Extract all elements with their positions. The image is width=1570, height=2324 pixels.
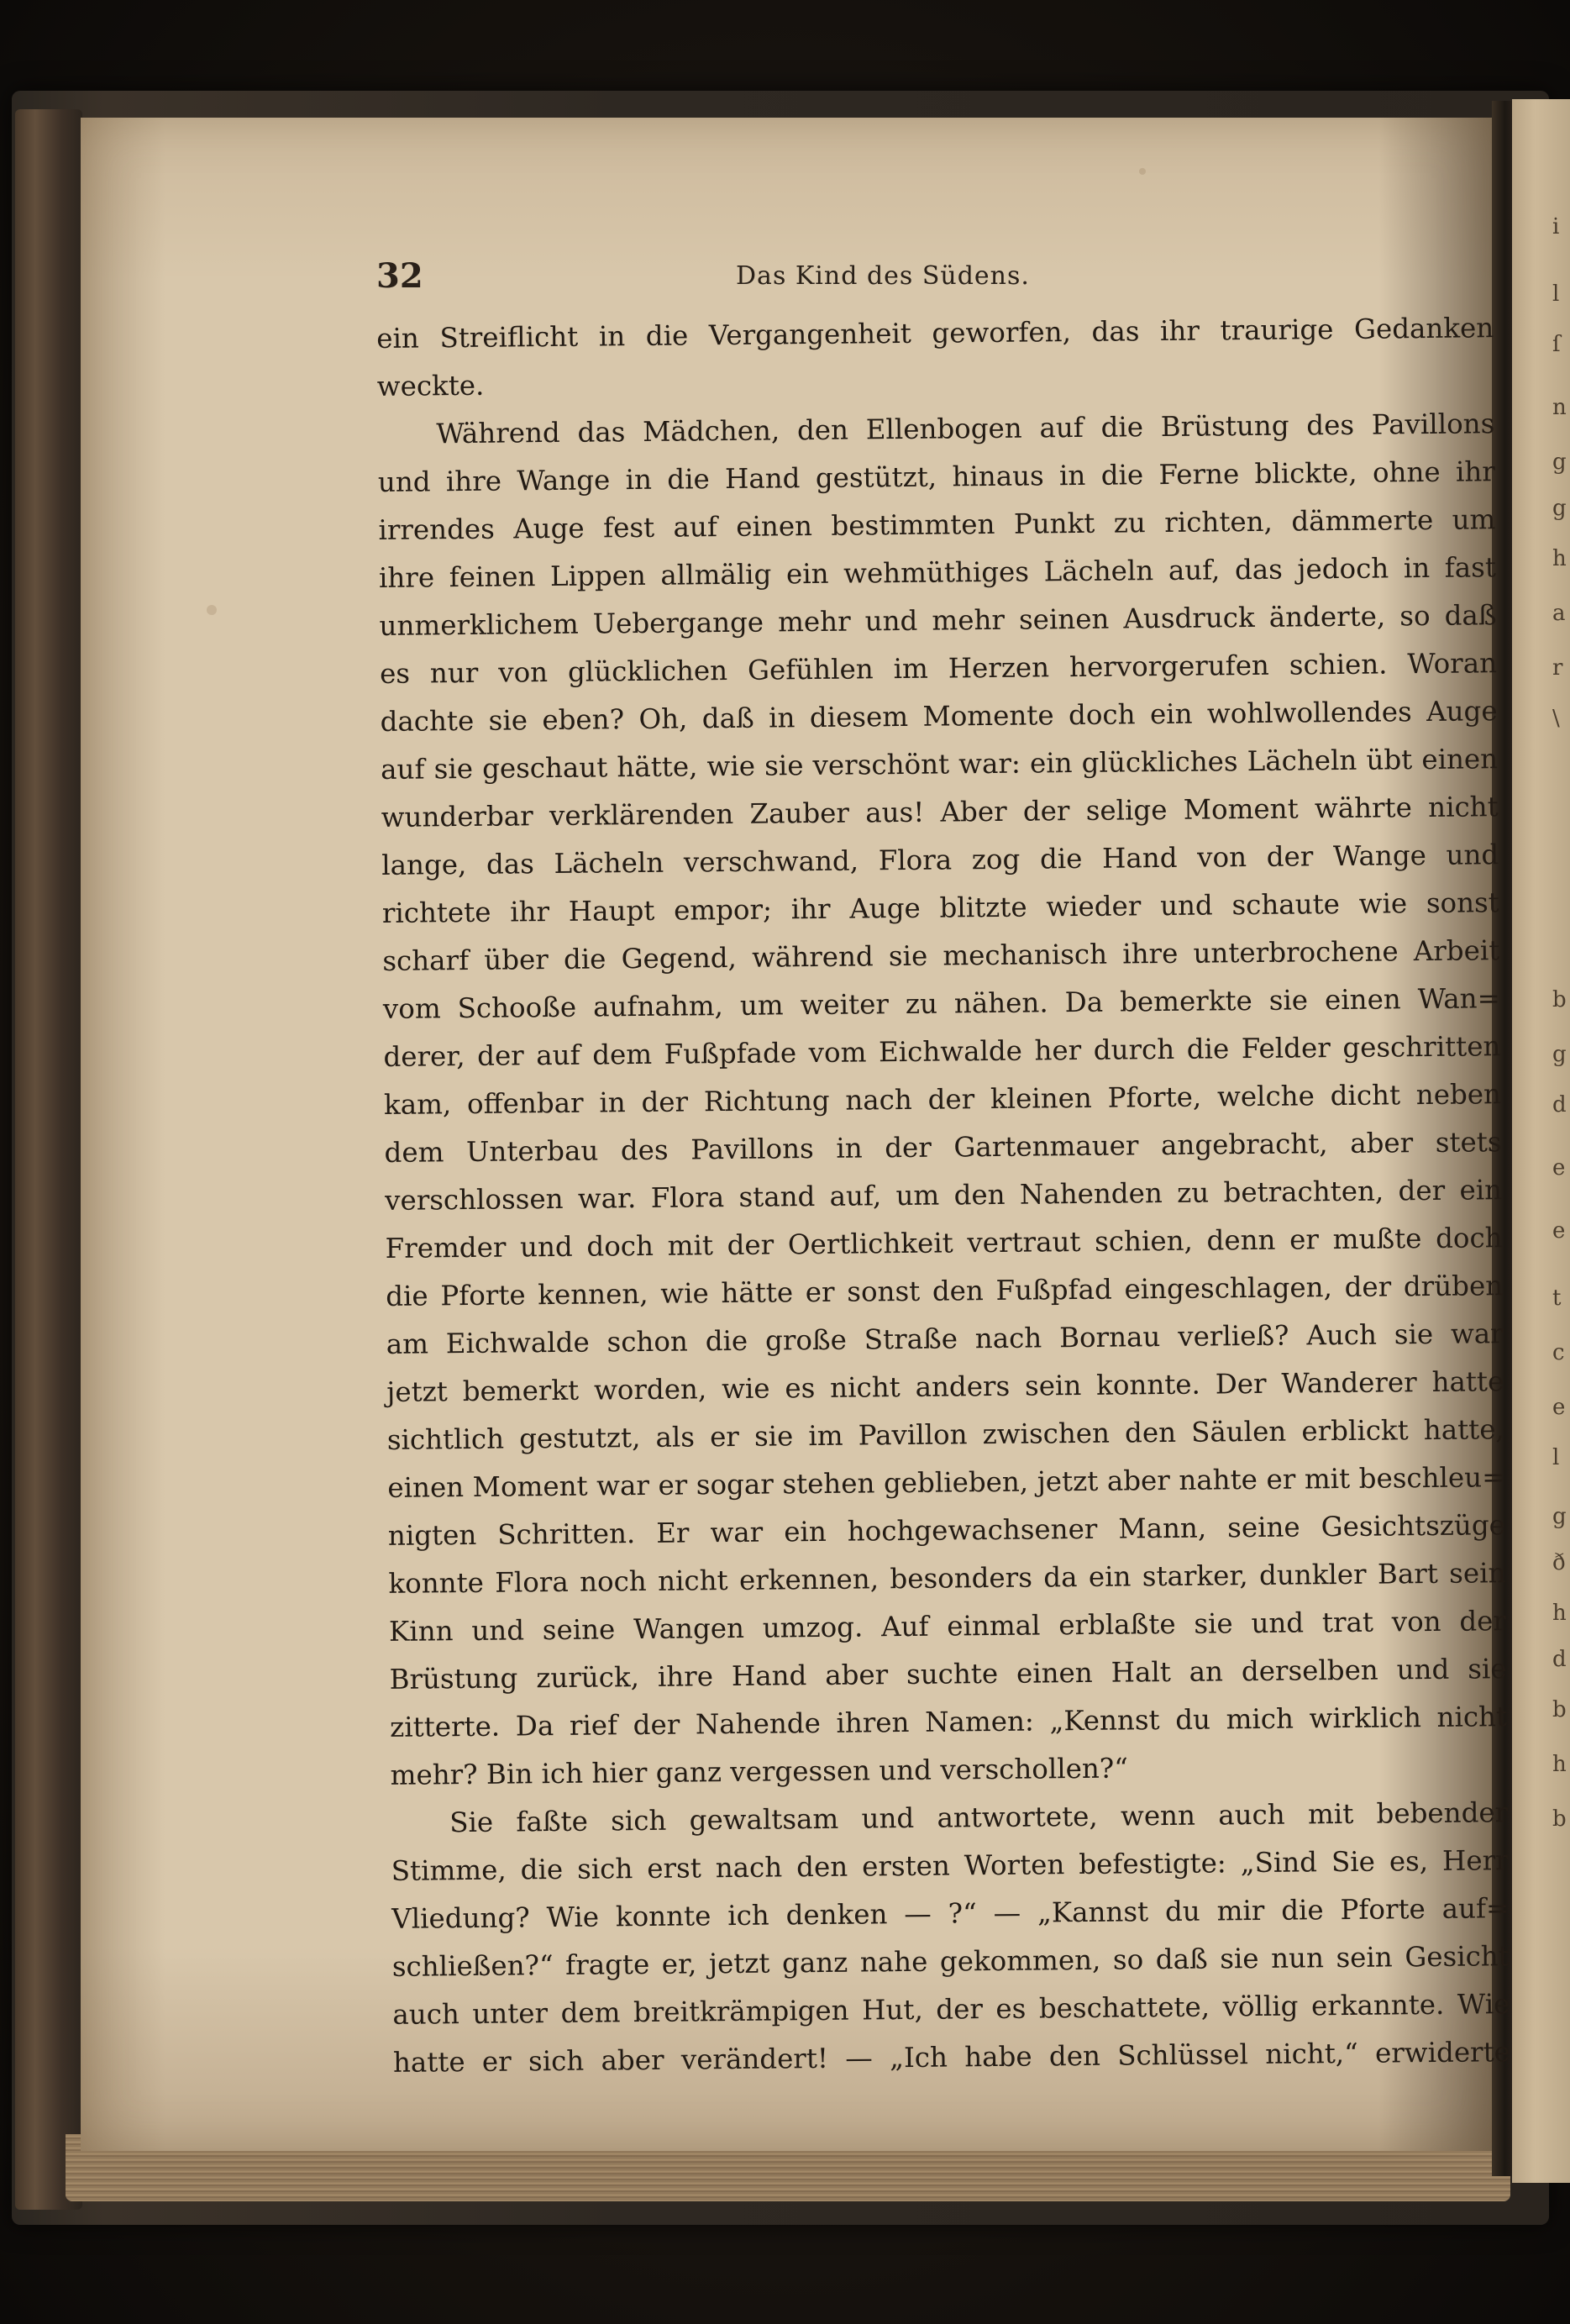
margin-char: e: [1552, 1155, 1566, 1180]
margin-char: a: [1552, 601, 1566, 626]
text-line: kam, offenbar in der Richtung nach der kleinen Pforte, welche dicht neben: [383, 1078, 1502, 1121]
text-line: Sie faßte sich gewaltsam und antwortete, wenn auch mit bebender: [449, 1796, 1509, 1839]
text-line: verschlossen war. Flora stand auf, um den Nahenden zu betrachten, der ein: [384, 1174, 1503, 1217]
text-line: auch unter dem breitkrämpigen Hut, der es beschattete, völlig erkannte. Wie: [392, 1988, 1510, 2031]
text-line: vom Schooße aufnahm, um weiter zu nähen. Da bemerkte sie einen Wan=: [382, 982, 1501, 1025]
text-line: wunderbar verklärenden Zauber aus! Aber der selige Moment währte nicht: [381, 791, 1499, 833]
margin-char: e: [1552, 1218, 1566, 1243]
margin-char: b: [1552, 1697, 1567, 1722]
text-line: nigten Schritten. Er war ein hochgewachsener Mann, seine Gesichtszüge: [387, 1509, 1506, 1552]
margin-char: r: [1552, 655, 1563, 681]
margin-char: h: [1552, 1752, 1567, 1777]
text-line: lange, das Lächeln verschwand, Flora zog die Hand von der Wange und: [381, 839, 1499, 881]
margin-char: g: [1552, 450, 1567, 475]
text-line: dem Unterbau des Pavillons in der Gartenmauer angebracht, aber stets: [384, 1126, 1502, 1169]
text-line: die Pforte kennen, wie hätte er sonst den Fußpfad eingeschlagen, der drüben: [386, 1270, 1504, 1312]
text-line: irrendes Auge fest auf einen bestimmten Punkt zu richten, dämmerte um: [378, 503, 1496, 546]
text-line: weckte.: [376, 369, 485, 402]
text-line: einen Moment war er sogar stehen geblieben, jetzt aber nahte er mit beschleu=: [387, 1461, 1505, 1504]
margin-char: n: [1552, 395, 1567, 420]
margin-char: ſ: [1552, 332, 1561, 357]
text-line: es nur von glücklichen Gefühlen im Herzen hervorgerufen schien. Woran: [379, 647, 1498, 690]
cover-worn-edge: [15, 109, 82, 2210]
text-line: Stimme, die sich erst nach den ersten Worten befestigte: „Sind Sie es, Herr: [391, 1844, 1509, 1887]
margin-char: d: [1552, 1092, 1567, 1117]
margin-char: l: [1552, 281, 1560, 307]
text-line: Kinn und seine Wangen umzog. Auf einmal erblaßte sie und trat von der: [388, 1605, 1507, 1648]
text-line: jetzt bemerkt worden, wie es nicht anders sein konnte. Der Wanderer hatte: [386, 1365, 1504, 1408]
text-line: Während das Mädchen, den Ellenbogen auf die Brüstung des Pavillons: [436, 407, 1495, 450]
margin-char: t: [1552, 1286, 1562, 1311]
text-line: am Eichwalde schon die große Straße nach Bornau verließ? Auch sie war: [386, 1317, 1504, 1360]
text-line: Fremder und doch mit der Oertlichkeit vertraut schien, denn er mußte doch: [385, 1222, 1503, 1265]
margin-char: b: [1552, 987, 1567, 1012]
text-line: konnte Flora noch nicht erkennen, besonders da ein starker, dunkler Bart sein: [388, 1557, 1506, 1600]
margin-char: h: [1552, 1601, 1567, 1626]
margin-char: h: [1552, 546, 1567, 571]
margin-char: e: [1552, 1395, 1566, 1420]
margin-char: l: [1552, 1445, 1560, 1470]
body-text: [376, 304, 1510, 2087]
page-number: 32: [376, 256, 423, 296]
margin-char: d: [1552, 1647, 1567, 1672]
text-line: derer, der auf dem Fußpfade vom Eichwalde her durch die Felder geschritten: [383, 1030, 1501, 1073]
book-page: [81, 118, 1511, 2151]
text-line: zitterte. Da rief der Nahende ihren Namen: „Kennst du mich wirklich nicht: [389, 1701, 1508, 1743]
text-line: hatte er sich aber verändert! — „Ich habe den Schlüssel nicht,“ erwiderte: [392, 2036, 1511, 2079]
margin-char: g: [1552, 1042, 1567, 1067]
margin-char: b: [1552, 1806, 1567, 1832]
text-line: schließen?“ fragte er, jetzt ganz nahe gekommen, so daß sie nun sein Gesicht: [391, 1940, 1510, 1983]
paper-spot: [207, 605, 217, 615]
paper-spot: [1139, 168, 1146, 175]
text-line: Brüstung zurück, ihre Hand aber suchte einen Halt an derselben und sie: [389, 1653, 1507, 1696]
text-line: ihre feinen Lippen allmälig ein wehmüthiges Lächeln auf, das jedoch in fast: [378, 551, 1497, 594]
text-line: auf sie geschaut hätte, wie sie verschönt war: ein glückliches Lächeln übt einen: [381, 743, 1499, 786]
text-line: scharf über die Gegend, während sie mechanisch ihre unterbrochene Arbeit: [382, 934, 1500, 977]
margin-char: ð: [1552, 1550, 1566, 1575]
text-line: unmerklichem Uebergange mehr und mehr seinen Ausdruck änderte, so daß: [379, 599, 1497, 642]
text-line: und ihre Wange in die Hand gestützt, hinaus in die Ferne blickte, ohne ihr: [377, 455, 1496, 498]
margin-char: \: [1552, 706, 1560, 731]
text-line: sichtlich gestutzt, als er sie im Pavillon zwischen den Säulen erblickt hatte,: [386, 1413, 1504, 1456]
margin-char: g: [1552, 1504, 1567, 1529]
running-head-title: Das Kind des Südens.: [736, 261, 1030, 291]
margin-char: i: [1552, 214, 1560, 239]
text-line: ein Streiflicht in die Vergangenheit geworfen, das ihr traurige Gedanken: [376, 312, 1494, 355]
margin-char: g: [1552, 496, 1567, 521]
text-line: richtete ihr Haupt empor; ihr Auge blitzte wieder und schaute wie sonst: [381, 886, 1499, 929]
text-line: mehr? Bin ich hier ganz vergessen und verschollen?“: [390, 1752, 1129, 1791]
text-line: dachte sie eben? Oh, daß in diesem Momente doch ein wohlwollendes Auge: [380, 695, 1498, 738]
text-line: Vliedung? Wie konnte ich denken — ?“ — „Kannst du mir die Pforte auf=: [391, 1892, 1510, 1935]
margin-char: c: [1552, 1340, 1565, 1365]
running-head: [81, 256, 1492, 307]
